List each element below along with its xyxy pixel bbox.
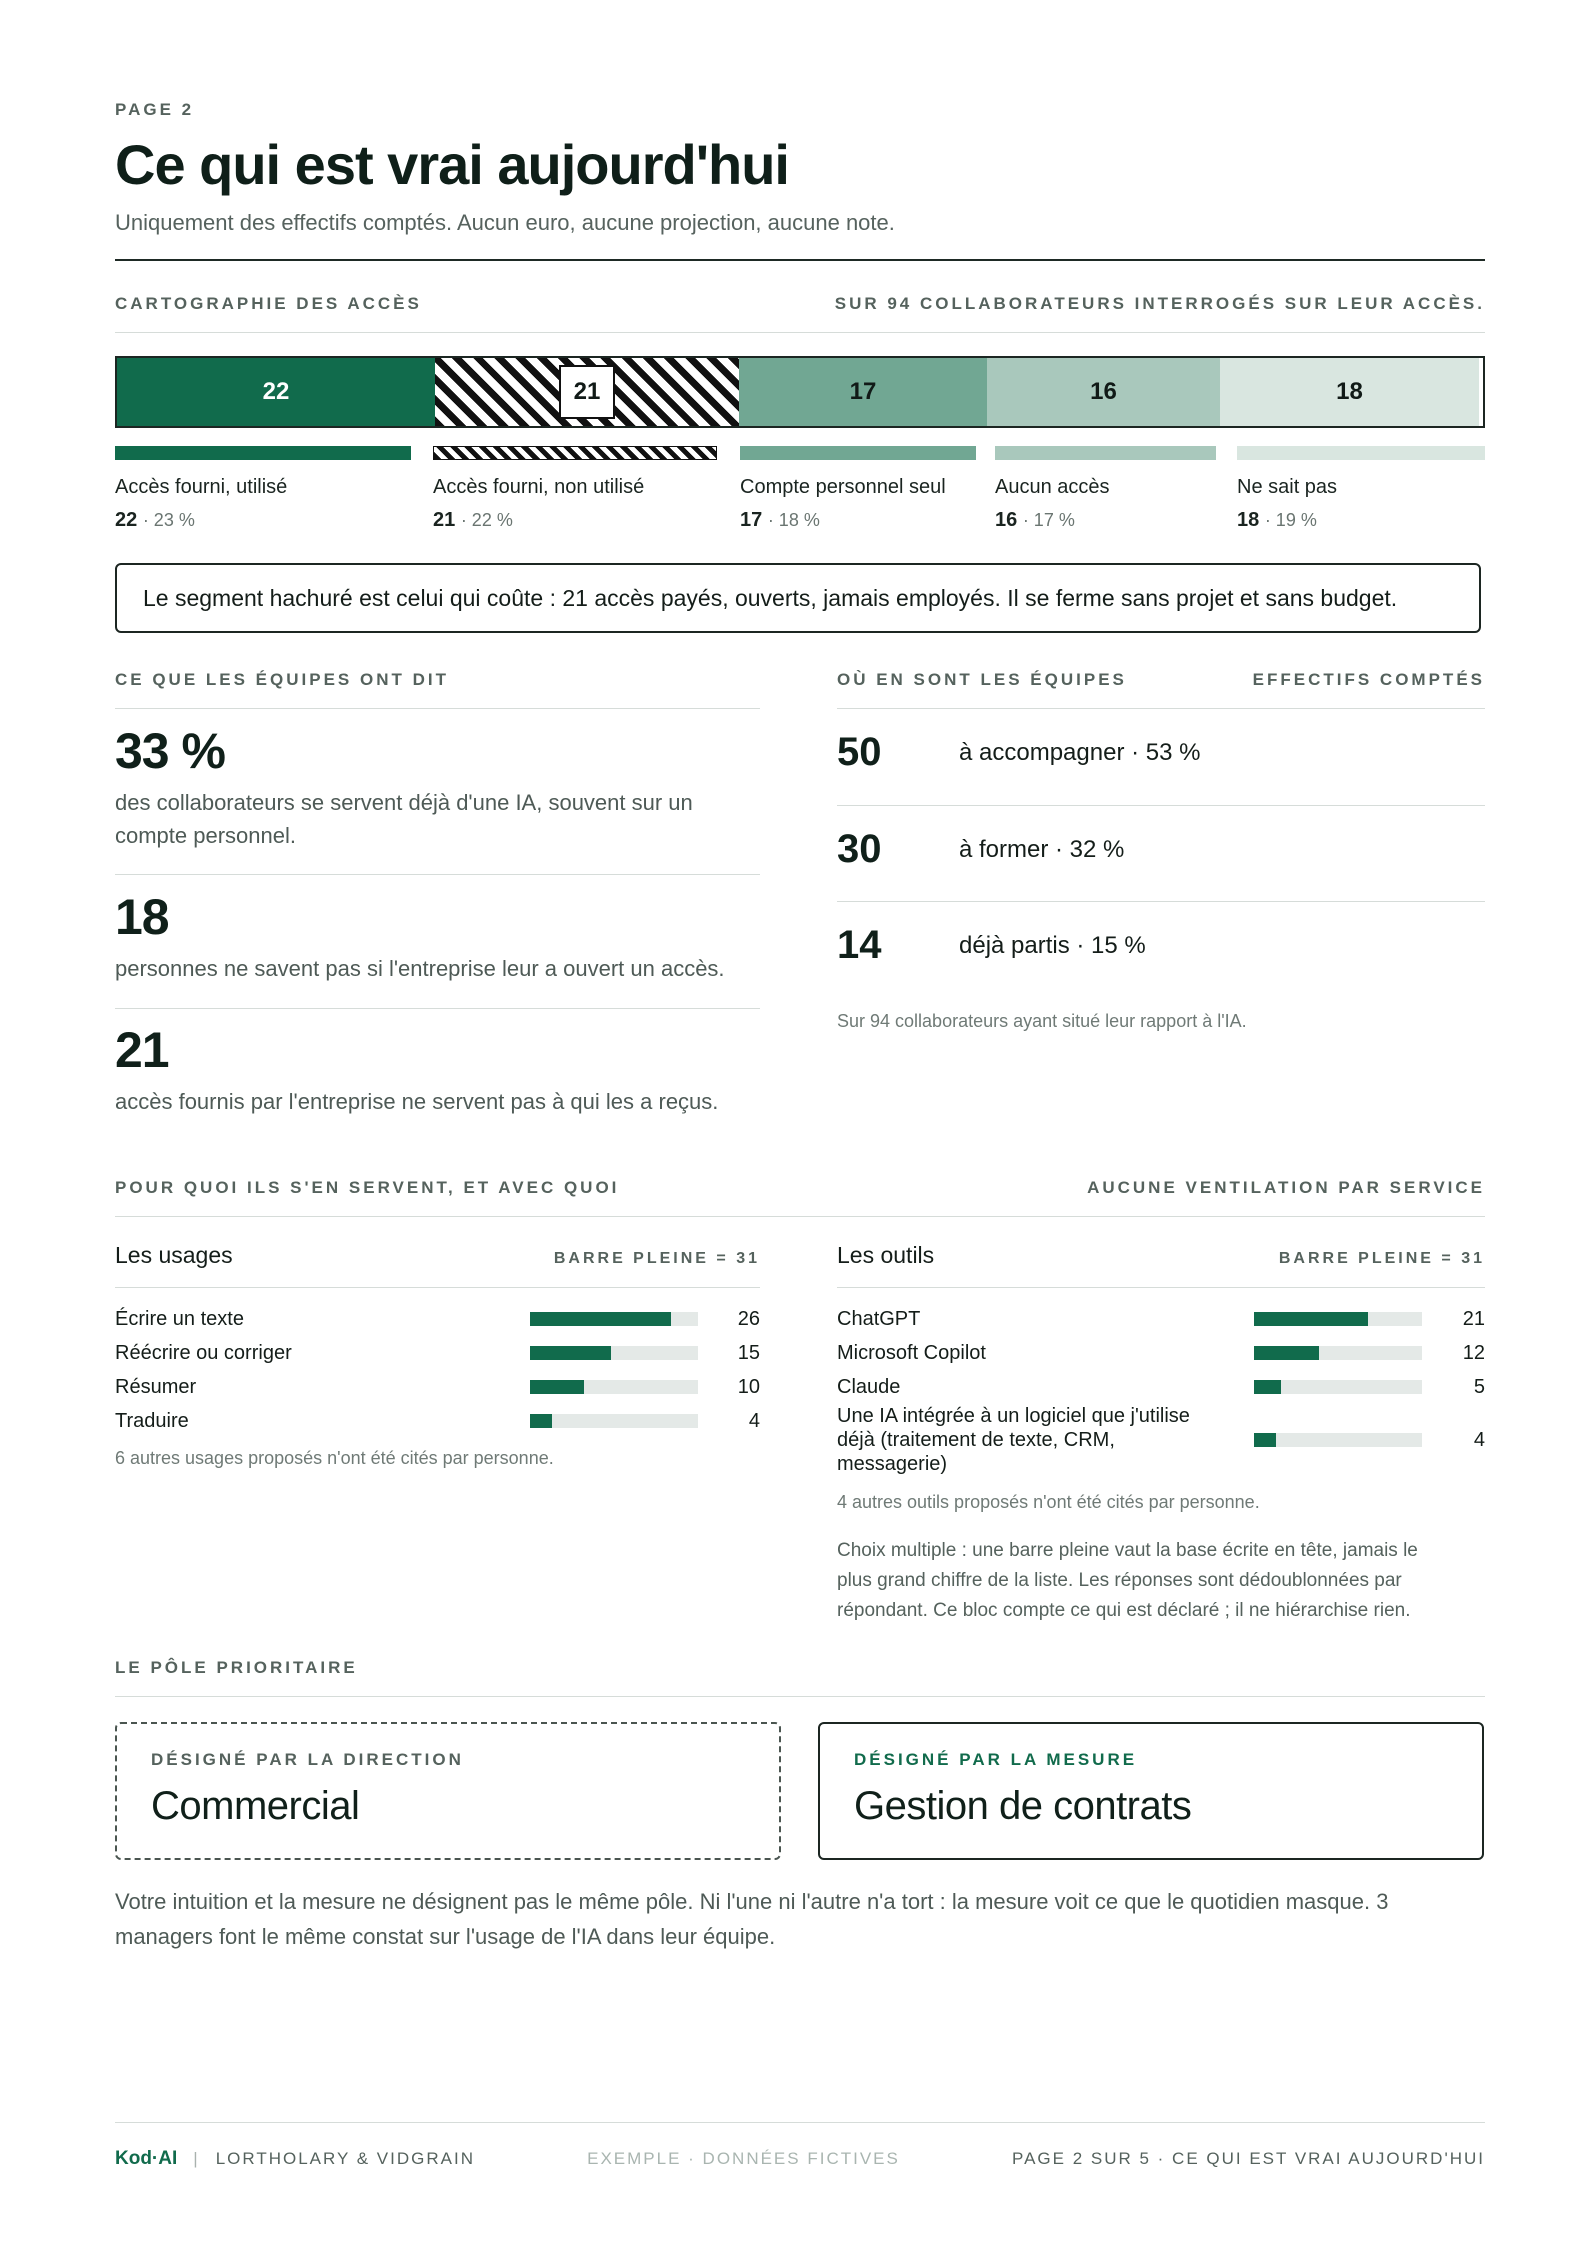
stat-block-unaware [115, 888, 760, 985]
teams-status-footnote: Sur 94 collaborateurs ayant situé leur rapport à l'IA. [837, 1011, 1247, 1031]
bar-row [115, 1338, 760, 1368]
stat-value: 33 % [115, 723, 225, 779]
section-divider [115, 1216, 1485, 1217]
team-row-train [837, 827, 1485, 872]
bar-value: 4 [748, 1410, 760, 1432]
bar-fill [530, 1414, 552, 1428]
usage-header [115, 1178, 1485, 1198]
stat-block-unused-access [115, 1021, 760, 1118]
legend-label: Compte personnel seul [740, 476, 946, 498]
bar-fill [1254, 1312, 1368, 1326]
multiple-choice-explanation: Choix multiple : une barre pleine vaut la base écrite en tête, jamais le plus grand chiffre de la liste. Les réponses sont dédoublonnées par répondant. Ce bloc compte ce qui est déclaré ; il ne hiérarchise rien. [837, 1540, 1418, 1621]
usages-footnote: 6 autres usages proposés n'ont été cités par personne. [115, 1448, 554, 1468]
bar-row [837, 1304, 1485, 1334]
stat-divider [115, 874, 760, 875]
access-map-base: SUR 94 COLLABORATEURS INTERROGÉS SUR LEUR ACCÈS. [834, 294, 1485, 313]
tools-footnote: 4 autres outils proposés n'ont été cités par personne. [837, 1492, 1260, 1512]
team-count: 50 [837, 730, 882, 774]
section-divider [115, 1696, 1485, 1697]
bar-value: 21 [1462, 1308, 1485, 1330]
bar-row [115, 1406, 760, 1436]
footer-sample-notice: EXEMPLE · DONNÉES FICTIVES [587, 2149, 900, 2168]
access-segment-none [987, 358, 1220, 426]
bar-label: Réécrire ou corriger [115, 1342, 292, 1364]
page-footer [115, 2148, 1485, 2170]
segment-value: 16 [1090, 378, 1117, 405]
pole-name: Gestion de contrats [854, 1784, 1192, 1828]
bar-value: 5 [1473, 1376, 1485, 1398]
legend-count: 22 [115, 509, 138, 531]
legend-item-none [995, 446, 1216, 532]
legend-percent: · 19 % [1264, 510, 1317, 530]
priority-heading: LE PÔLE PRIORITAIRE [115, 1658, 358, 1677]
pole-card-measure [818, 1722, 1484, 1860]
bar-label: Traduire [115, 1410, 189, 1432]
section-divider [115, 708, 760, 709]
legend-value [115, 509, 411, 532]
legend-label: Accès fourni, utilisé [115, 476, 288, 498]
bar-track [530, 1346, 698, 1360]
team-label: déjà partis · 15 % [959, 931, 1146, 959]
stat-description: des collaborateurs se servent déjà d'une IA, souvent sur un compte personnel. [115, 790, 693, 848]
bar-track [1254, 1312, 1422, 1326]
page-subtitle: Uniquement des effectifs comptés. Aucun euro, aucune projection, aucune note. [115, 210, 895, 235]
footer-page-info: PAGE 2 SUR 5 · CE QUI EST VRAI AUJOURD'HUI [1012, 2149, 1485, 2168]
section-divider [837, 708, 1485, 709]
brand-logo: Kod·AI [115, 2148, 178, 2169]
row-divider [837, 805, 1485, 806]
team-label: à accompagner · 53 % [959, 738, 1201, 766]
usages-scale: BARRE PLEINE = 31 [553, 1250, 760, 1267]
bar-row [115, 1372, 760, 1402]
stat-divider [115, 1008, 760, 1009]
legend-item-unknown [1237, 446, 1485, 532]
usage-heading: POUR QUOI ILS S'EN SERVENT, ET AVEC QUOI [115, 1178, 620, 1197]
team-row-accompany [837, 730, 1485, 775]
legend-value [995, 509, 1216, 532]
team-row-gone [837, 923, 1485, 968]
bar-label: Écrire un texte [115, 1308, 244, 1330]
stat-description: personnes ne savent pas si l'entreprise leur a ouvert un accès. [115, 956, 725, 981]
legend-percent: · 18 % [767, 510, 820, 530]
legend-count: 17 [740, 509, 763, 531]
bar-label: ChatGPT [837, 1308, 921, 1330]
team-count: 14 [837, 923, 882, 967]
stat-description: accès fournis par l'entreprise ne servent pas à qui les a reçus. [115, 1089, 719, 1114]
footer-left [115, 2148, 475, 2170]
pole-card-direction [115, 1722, 781, 1860]
legend-value [740, 509, 976, 532]
segment-value: 21 [559, 365, 615, 419]
stat-value: 18 [115, 889, 169, 945]
team-label: à former · 32 % [959, 835, 1125, 863]
tools-title: Les outils [837, 1242, 935, 1268]
team-count: 30 [837, 827, 882, 871]
bar-fill [530, 1312, 671, 1326]
bar-track [1254, 1346, 1422, 1360]
bar-value: 10 [737, 1376, 760, 1398]
teams-status-heading: OÙ EN SONT LES ÉQUIPES [837, 670, 1127, 689]
segment-value: 17 [849, 378, 877, 405]
panel-divider [837, 1287, 1485, 1288]
priority-explanation: Votre intuition et la mesure ne désignent pas le même pôle. Ni l'une ni l'autre n'a tort : la mesure voit ce que le quotidien masque. 3 managers font le même constat sur l'usage de l'IA dans leur équipe. [115, 1889, 1389, 1949]
access-segment-unused [435, 358, 739, 426]
legend-swatch [433, 446, 717, 460]
bar-fill [530, 1346, 611, 1360]
bar-row [115, 1304, 760, 1334]
legend-label: Aucun accès [995, 476, 1110, 498]
pole-kicker: DÉSIGNÉ PAR LA MESURE [854, 1750, 1138, 1769]
bar-fill [1254, 1433, 1276, 1447]
tools-scale: BARRE PLEINE = 31 [1278, 1250, 1485, 1267]
footer-divider [115, 2122, 1485, 2123]
stat-block-ai-users [115, 722, 760, 852]
access-stacked-bar [115, 356, 1485, 428]
bar-row [837, 1338, 1485, 1368]
legend-count: 18 [1237, 509, 1260, 531]
legend-item-used [115, 446, 411, 532]
usages-title: Les usages [115, 1242, 233, 1268]
legend-item-personal [740, 446, 976, 532]
bar-fill [1254, 1380, 1281, 1394]
legend-swatch [740, 446, 976, 460]
bar-fill [1254, 1346, 1319, 1360]
bar-row [837, 1404, 1485, 1476]
legend-swatch [1237, 446, 1485, 460]
usages-panel-header [115, 1242, 760, 1269]
bar-label: Une IA intégrée à un logiciel que j'utilise déjà (traitement de texte, CRM, messagerie) [837, 1405, 1190, 1475]
legend-value [1237, 509, 1485, 532]
stat-value: 21 [115, 1022, 169, 1078]
hatched-segment-callout: Le segment hachuré est celui qui coûte : 21 accès payés, ouverts, jamais employés. Il se ferme sans projet et sans budget. [115, 563, 1481, 633]
legend-swatch [995, 446, 1216, 460]
access-segment-used [117, 358, 435, 426]
bar-value: 12 [1462, 1342, 1485, 1364]
bar-label: Microsoft Copilot [837, 1342, 986, 1364]
legend-count: 21 [433, 509, 456, 531]
bar-value: 26 [737, 1308, 760, 1330]
bar-fill [530, 1380, 584, 1394]
footer-separator: | [193, 2149, 200, 2168]
legend-label: Accès fourni, non utilisé [433, 476, 645, 498]
legend-value [433, 509, 717, 532]
bar-label: Claude [837, 1376, 901, 1398]
usage-note: AUCUNE VENTILATION PAR SERVICE [1087, 1178, 1485, 1197]
legend-label: Ne sait pas [1237, 476, 1338, 498]
pole-kicker: DÉSIGNÉ PAR LA DIRECTION [151, 1750, 464, 1769]
legend-count: 16 [995, 509, 1018, 531]
bar-track [530, 1414, 698, 1428]
teams-status-note: EFFECTIFS COMPTÉS [1252, 670, 1485, 689]
footer-authors: LORTHOLARY & VIDGRAIN [215, 2149, 475, 2168]
panel-divider [115, 1287, 760, 1288]
bar-track [530, 1312, 698, 1326]
section-divider [115, 332, 1485, 333]
access-segment-personal [739, 358, 987, 426]
legend-percent: · 22 % [460, 510, 513, 530]
legend-percent: · 23 % [142, 510, 195, 530]
access-map-heading: CARTOGRAPHIE DES ACCÈS [115, 294, 422, 313]
bar-track [1254, 1380, 1422, 1394]
segment-value: 22 [262, 378, 290, 405]
bar-row [837, 1372, 1485, 1402]
legend-percent: · 17 % [1022, 510, 1075, 530]
legend-item-unused [433, 446, 717, 532]
teams-status-header [837, 670, 1485, 690]
bar-label: Résumer [115, 1376, 197, 1398]
page-title: Ce qui est vrai aujourd'hui [115, 133, 789, 196]
access-segment-unknown [1220, 358, 1479, 426]
bar-track [1254, 1433, 1422, 1447]
segment-value: 18 [1336, 378, 1363, 405]
bar-value: 15 [737, 1342, 760, 1364]
bar-track [530, 1380, 698, 1394]
tools-panel-header [837, 1242, 1485, 1269]
row-divider [837, 901, 1485, 902]
legend-swatch [115, 446, 411, 460]
page-label: PAGE 2 [115, 100, 195, 119]
pole-name: Commercial [151, 1784, 360, 1828]
access-map-header [115, 294, 1485, 314]
bar-value: 4 [1473, 1429, 1485, 1451]
title-divider [115, 259, 1485, 261]
teams-said-heading: CE QUE LES ÉQUIPES ONT DIT [115, 670, 449, 689]
